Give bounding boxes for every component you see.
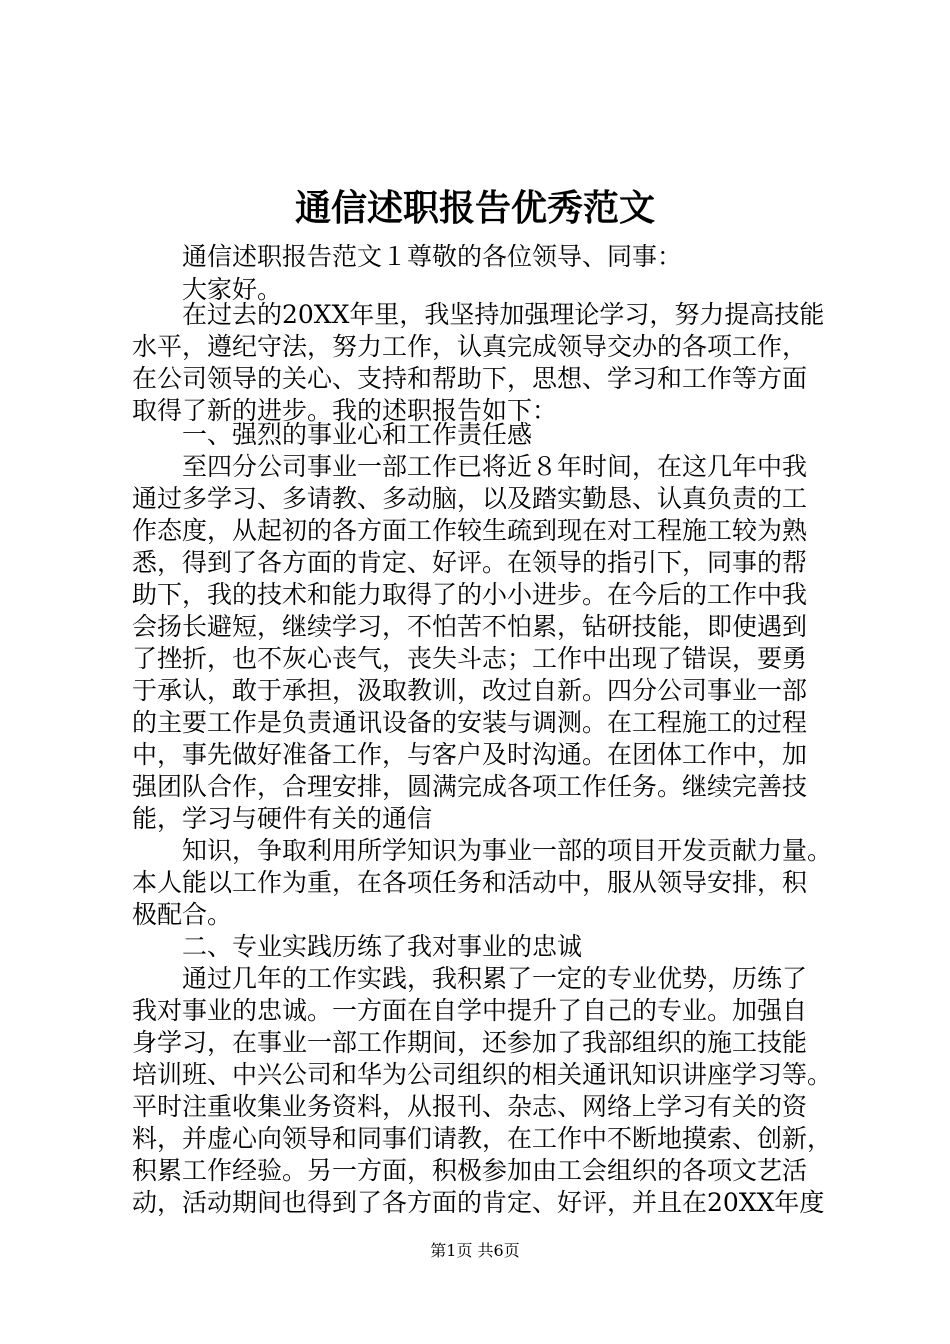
paragraph-line: 通过几年的工作实践，我积累了一定的专业优势，历练了 bbox=[182, 964, 808, 993]
paragraph-line: 水平，遵纪守法，努力工作，认真完成领导交办的各项工作， bbox=[132, 332, 808, 361]
document-title: 通信述职报告优秀范文 bbox=[294, 187, 655, 229]
paragraph-line: 积累工作经验。另一方面，积极参加由工会组织的各项文艺活 bbox=[132, 1156, 808, 1185]
paragraph-line: 大家好。 bbox=[182, 275, 283, 304]
paragraph-line: 取得了新的进步。我的述职报告如下： bbox=[132, 396, 558, 425]
paragraph-line: 通过多学习、多请教、多动脑，以及踏实勤恳、认真负责的工 bbox=[132, 484, 808, 513]
paragraph-line: 料，并虚心向领导和同事们请教，在工作中不断地摸索、创新， bbox=[132, 1124, 833, 1153]
paragraph-line: 我对事业的忠诚。一方面在自学中提升了自己的专业。加强自 bbox=[132, 996, 808, 1025]
paragraph-line: 本人能以工作为重，在各项任务和活动中，服从领导安排，积 bbox=[132, 868, 808, 897]
paragraph-line: 了挫折，也不灰心丧气，丧失斗志；工作中出现了错误，要勇 bbox=[132, 644, 808, 673]
paragraph-line: 能，学习与硬件有关的通信 bbox=[132, 804, 433, 833]
paragraph-line: 平时注重收集业务资料，从报刊、杂志、网络上学习有关的资 bbox=[132, 1092, 808, 1121]
paragraph-line: 身学习，在事业一部工作期间，还参加了我部组织的施工技能 bbox=[132, 1028, 808, 1057]
paragraph-line: 强团队合作，合理安排，圆满完成各项工作任务。继续完善技 bbox=[132, 772, 808, 801]
paragraph-line: 培训班、中兴公司和华为公司组织的相关通讯知识讲座学习等。 bbox=[132, 1060, 833, 1089]
paragraph-line: 作态度，从起初的各方面工作较生疏到现在对工程施工较为熟 bbox=[132, 516, 808, 545]
paragraph-line: 助下，我的技术和能力取得了的小小进步。在今后的工作中我 bbox=[132, 580, 808, 609]
paragraph-line: 悉，得到了各方面的肯定、好评。在领导的指引下，同事的帮 bbox=[132, 548, 808, 577]
paragraph-line: 在过去的20XX年里，我坚持加强理论学习，努力提高技能 bbox=[182, 300, 825, 329]
paragraph-line: 知识，争取利用所学知识为事业一部的项目开发贡献力量。 bbox=[182, 836, 833, 865]
paragraph-line: 的主要工作是负责通讯设备的安装与调测。在工程施工的过程 bbox=[132, 708, 808, 737]
paragraph-line: 通信述职报告范文１尊敬的各位领导、同事： bbox=[182, 242, 683, 271]
paragraph-line: 会扬长避短，继续学习，不怕苦不怕累，钻研技能，即使遇到 bbox=[132, 612, 808, 641]
paragraph-line: 在公司领导的关心、支持和帮助下，思想、学习和工作等方面 bbox=[132, 364, 808, 393]
page-footer: 第1页 共6页 bbox=[430, 1241, 520, 1260]
paragraph-line: 至四分公司事业一部工作已将近８年时间，在这几年中我 bbox=[182, 452, 808, 481]
section-heading: 二、专业实践历练了我对事业的忠诚 bbox=[182, 932, 583, 961]
paragraph-line: 中，事先做好准备工作，与客户及时沟通。在团体工作中，加 bbox=[132, 740, 808, 769]
paragraph-line: 于承认，敢于承担，汲取教训，改过自新。四分公司事业一部 bbox=[132, 676, 808, 705]
section-heading: 一、强烈的事业心和工作责任感 bbox=[182, 420, 533, 449]
paragraph-line: 动，活动期间也得到了各方面的肯定、好评，并且在20XX年度 bbox=[132, 1188, 825, 1217]
paragraph-line: 极配合。 bbox=[132, 900, 233, 929]
